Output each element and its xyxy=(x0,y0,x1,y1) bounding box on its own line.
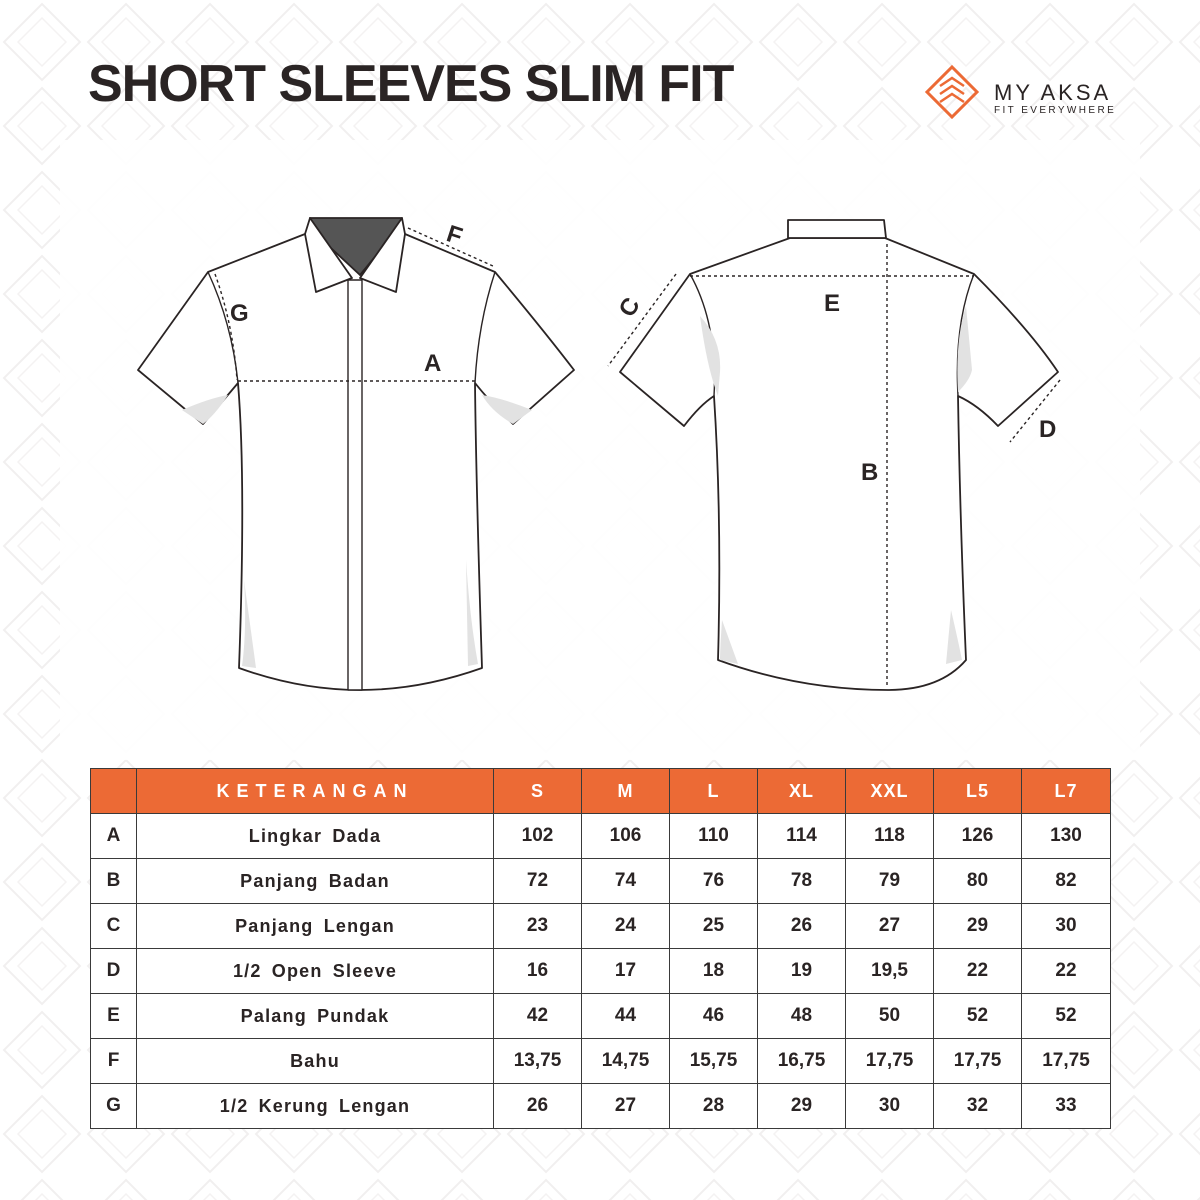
cell-value: 48 xyxy=(758,994,846,1039)
cell-value: 80 xyxy=(934,859,1022,904)
header-code xyxy=(91,769,137,814)
cell-value: 15,75 xyxy=(670,1039,758,1084)
cell-value: 29 xyxy=(758,1084,846,1129)
label-g: G xyxy=(230,300,249,327)
cell-value: 79 xyxy=(846,859,934,904)
front-shirt-illustration xyxy=(138,218,574,690)
cell-value: 22 xyxy=(934,949,1022,994)
row-description: 1/2 Kerung Lengan xyxy=(137,1084,494,1129)
cell-value: 13,75 xyxy=(494,1039,582,1084)
header-size-s: S xyxy=(494,769,582,814)
cell-value: 27 xyxy=(846,904,934,949)
cell-value: 16,75 xyxy=(758,1039,846,1084)
table-row xyxy=(91,1039,1111,1084)
row-description: Bahu xyxy=(137,1039,494,1084)
cell-value: 106 xyxy=(582,814,670,859)
row-code: B xyxy=(91,859,137,904)
header-size-l: L xyxy=(670,769,758,814)
cell-value: 25 xyxy=(670,904,758,949)
table-row xyxy=(91,1084,1111,1129)
cell-value: 44 xyxy=(582,994,670,1039)
page-title: SHORT SLEEVES SLIM FIT xyxy=(88,55,734,113)
cell-value: 30 xyxy=(1022,904,1111,949)
cell-value: 52 xyxy=(934,994,1022,1039)
cell-value: 32 xyxy=(934,1084,1022,1129)
label-c: C xyxy=(613,293,646,322)
table-header-row xyxy=(91,769,1111,814)
cell-value: 118 xyxy=(846,814,934,859)
cell-value: 46 xyxy=(670,994,758,1039)
brand-tagline: FIT EVERYWHERE xyxy=(994,105,1117,116)
table-row xyxy=(91,949,1111,994)
cell-value: 126 xyxy=(934,814,1022,859)
row-description: Panjang Badan xyxy=(137,859,494,904)
cell-value: 19 xyxy=(758,949,846,994)
cell-value: 23 xyxy=(494,904,582,949)
header-size-m: M xyxy=(582,769,670,814)
cell-value: 26 xyxy=(494,1084,582,1129)
row-code: D xyxy=(91,949,137,994)
table-row xyxy=(91,994,1111,1039)
cell-value: 17,75 xyxy=(934,1039,1022,1084)
cell-value: 76 xyxy=(670,859,758,904)
row-code: C xyxy=(91,904,137,949)
size-chart-table xyxy=(90,768,1111,1129)
row-description: Panjang Lengan xyxy=(137,904,494,949)
cell-value: 78 xyxy=(758,859,846,904)
label-d: D xyxy=(1039,416,1057,443)
label-a: A xyxy=(424,350,442,377)
label-b: B xyxy=(861,459,879,486)
brand-name: MY AKSA xyxy=(994,80,1112,105)
cell-value: 102 xyxy=(494,814,582,859)
cell-value: 72 xyxy=(494,859,582,904)
row-description: Palang Pundak xyxy=(137,994,494,1039)
table-row xyxy=(91,814,1111,859)
label-f: F xyxy=(443,220,466,251)
cell-value: 130 xyxy=(1022,814,1111,859)
header-description: KETERANGAN xyxy=(137,769,494,814)
cell-value: 27 xyxy=(582,1084,670,1129)
cell-value: 26 xyxy=(758,904,846,949)
cell-value: 82 xyxy=(1022,859,1111,904)
cell-value: 24 xyxy=(582,904,670,949)
row-code: E xyxy=(91,994,137,1039)
label-e: E xyxy=(824,290,841,317)
cell-value: 17 xyxy=(582,949,670,994)
cell-value: 42 xyxy=(494,994,582,1039)
cell-value: 50 xyxy=(846,994,934,1039)
header-size-l7: L7 xyxy=(1022,769,1111,814)
cell-value: 114 xyxy=(758,814,846,859)
table-row xyxy=(91,859,1111,904)
cell-value: 28 xyxy=(670,1084,758,1129)
cell-value: 16 xyxy=(494,949,582,994)
row-code: A xyxy=(91,814,137,859)
cell-value: 22 xyxy=(1022,949,1111,994)
cell-value: 52 xyxy=(1022,994,1111,1039)
cell-value: 110 xyxy=(670,814,758,859)
row-description: Lingkar Dada xyxy=(137,814,494,859)
cell-value: 19,5 xyxy=(846,949,934,994)
cell-value: 74 xyxy=(582,859,670,904)
header-size-xxl: XXL xyxy=(846,769,934,814)
cell-value: 17,75 xyxy=(846,1039,934,1084)
cell-value: 17,75 xyxy=(1022,1039,1111,1084)
cell-value: 30 xyxy=(846,1084,934,1129)
table-row xyxy=(91,904,1111,949)
cell-value: 18 xyxy=(670,949,758,994)
header-size-xl: XL xyxy=(758,769,846,814)
cell-value: 33 xyxy=(1022,1084,1111,1129)
row-code: F xyxy=(91,1039,137,1084)
cell-value: 14,75 xyxy=(582,1039,670,1084)
cell-value: 29 xyxy=(934,904,1022,949)
header-size-l5: L5 xyxy=(934,769,1022,814)
row-description: 1/2 Open Sleeve xyxy=(137,949,494,994)
row-code: G xyxy=(91,1084,137,1129)
